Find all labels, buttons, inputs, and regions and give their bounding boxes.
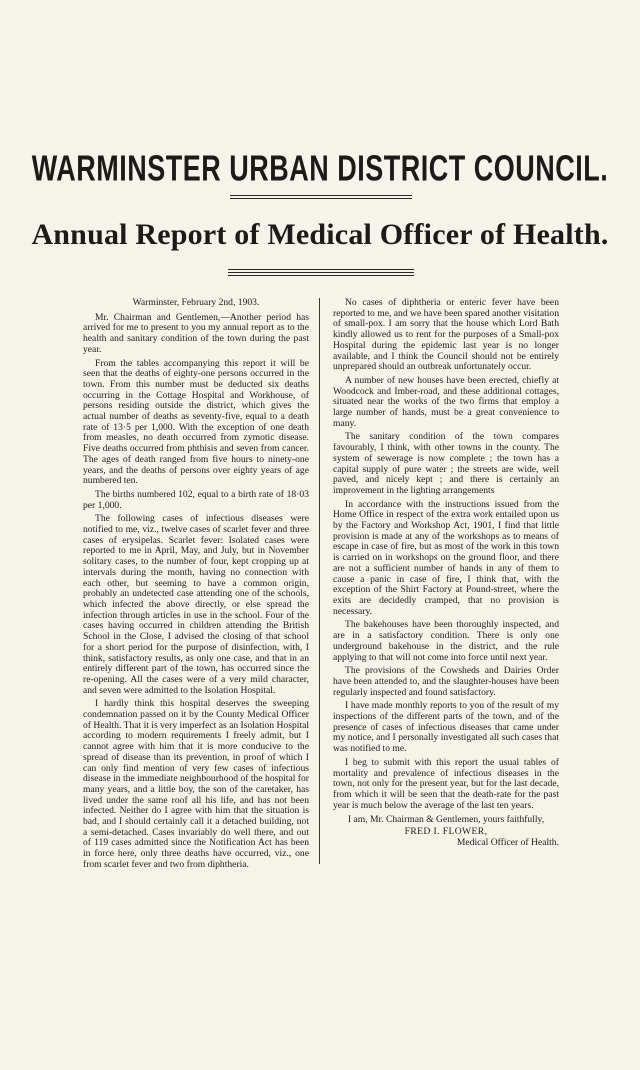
title-rule <box>228 272 414 273</box>
paragraph: Mr. Chairman and Gentlemen,—Another period has arrived for me to present to you my annual report as to the health and sanitary condition of the town during the past year. <box>83 311 309 355</box>
right-column <box>333 298 559 848</box>
paragraph: I have made monthly reports to you of the result of my inspections of the different parts of the town, and of the presence of cases of infectious diseases that came under my notice, and I personally investigated all such cases that was notified to me. <box>333 700 559 755</box>
paragraph: The sanitary condition of the town compares favourably, I think, with other towns in the county. The system of sewerage is now complete ; the town has a capital supply of pure water ; the streets are wide, well paved, and nicely kept ; and there is certainly an improvement in the lighting arrangements <box>333 431 559 496</box>
paragraph: The births numbered 102, equal to a birth rate of 18·03 per 1,000. <box>83 488 309 511</box>
closing-line: I am, Mr. Chairman & Gentlemen, yours faithfully, <box>347 814 545 826</box>
paragraph: I beg to submit with this report the usual tables of mortality and prevalence of infectious diseases in the town, not only for the present year, but for the last decade, from which it will be seen that the death-rate for the past year is much below the average of the last ten years. <box>333 756 559 811</box>
paragraph: I hardly think this hospital deserves the sweeping condemnation passed on it by the County Medical Officer of Health. That it is very imperfect as an Isolation Hospital according to modern requirements I freely admit, but I cannot agree with him that it is more conducive to the spread of disease than its prevention, in proof of which I can only find mention of very few cases of infectious disease in the immediate neighbourhood of the hospital for many years, and a little boy, the son of the caretaker, has lived under the same roof all his life, and has not been infected. Neither do I agree with him that the situation is bad, and I should certainly call it a detached building, not a semi-detached. Cases invariably do well there, and out of 119 cases admitted since the Notification Act has been in force here, only three deaths have occurred, viz., one from scarlet fever and two from diphtheria. <box>83 698 310 870</box>
paragraph: A number of new houses have been erected, chiefly at Woodcock and Imber-road, and these additional cottages, situated near the works of the two firms that employ a large number of hands, must be a great convenience to many. <box>333 374 559 429</box>
paragraph: The bakehouses have been thoroughly inspected, and are in a satisfactory condition. There is only one underground bakehouse in the district, and the rule applying to that will not come into force until next year. <box>333 619 559 663</box>
paragraph: The provisions of the Cowsheds and Dairies Order have been attended to, and the slaughter-houses have been regularly inspected and found satisfactory. <box>333 665 559 698</box>
paragraph: From the tables accompanying this report it will be seen that the deaths of eighty-one persons occurred in the town. From this number must be deducted six deaths occurring in the Cottage Hospital and Workhouse, of persons residing outside the district, which gives the actual number of deaths as seventy-five, equal to a death rate of 13·5 per 1,000. With the exception of one death from measles, no death occurred from zymotic disease. Five deaths occurred from phthisis and seven from cancer. The ages of death ranged from five hours to ninety-one years, and the deaths of persons over eighty years of age numbered ten. <box>83 357 309 487</box>
paragraph: In accordance with the instructions issued from the Home Office in respect of the extra work entailed upon us by the Factory and Workshop Act, 1901, I find that little provision is made at any of the workshops as to means of escape in case of fire, but as most of the work in this town is carried on in workshops on the ground floor, and there are not a sufficient number of hands in any of them to cause a panic in case of fire, I think that, with the exception of the Shirt Factory at Pound-street, where the exits are decidedly cramped, that no provision is necessary. <box>333 498 559 617</box>
title-rule <box>228 275 414 276</box>
dateline: Warminster, February 2nd, 1903. <box>132 297 260 308</box>
paragraph: No cases of diphtheria or enteric fever have been reported to me, and we have been spared another visitation of small-pox. I am sorry that the house which Lord Bath kindly allowed us to rent for the purposes of a Small-pox Hospital during the epidemic last year is no longer available, and I think the Council should not be entirely unprepared should an outbreak unfortunately occur. <box>333 297 559 373</box>
heading-rule <box>230 195 412 196</box>
heading-rule <box>230 198 412 199</box>
column-divider <box>319 298 320 864</box>
left-column <box>83 298 309 874</box>
signature-name: FRED I. FLOWER, <box>404 826 488 838</box>
paragraph: The following cases of infectious diseases were notified to me, viz., twelve cases of scarlet fever and three cases of erysipelas. Scarlet fever: Isolated cases were reported to me in April, May, and July, but in November solitary cases, to the number of four, kept cropping up at intervals during the month, having no connection with each other, but seeming to have a common origin, probably an undetected case attending one of the schools, which infected the above directly, or else spread the infection through articles in use in the school. Four of the cases having occurred in children attending the British School in the Close, I advised the closing of that school for a short period for the purpose of disinfection, with, I think, satisfactory results, as only one case, and that in an entirely different part of the town, has occurred since the re-opening. All the cases were of a very mild character, and seven were admitted to the Isolation Hospital. <box>83 513 309 696</box>
title-rule <box>228 269 414 270</box>
report-title: Annual Report of Medical Officer of Health. <box>31 218 609 251</box>
signature-title: Medical Officer of Health. <box>456 836 559 848</box>
council-heading: WARMINSTER URBAN DISTRICT COUNCIL. <box>31 148 609 189</box>
